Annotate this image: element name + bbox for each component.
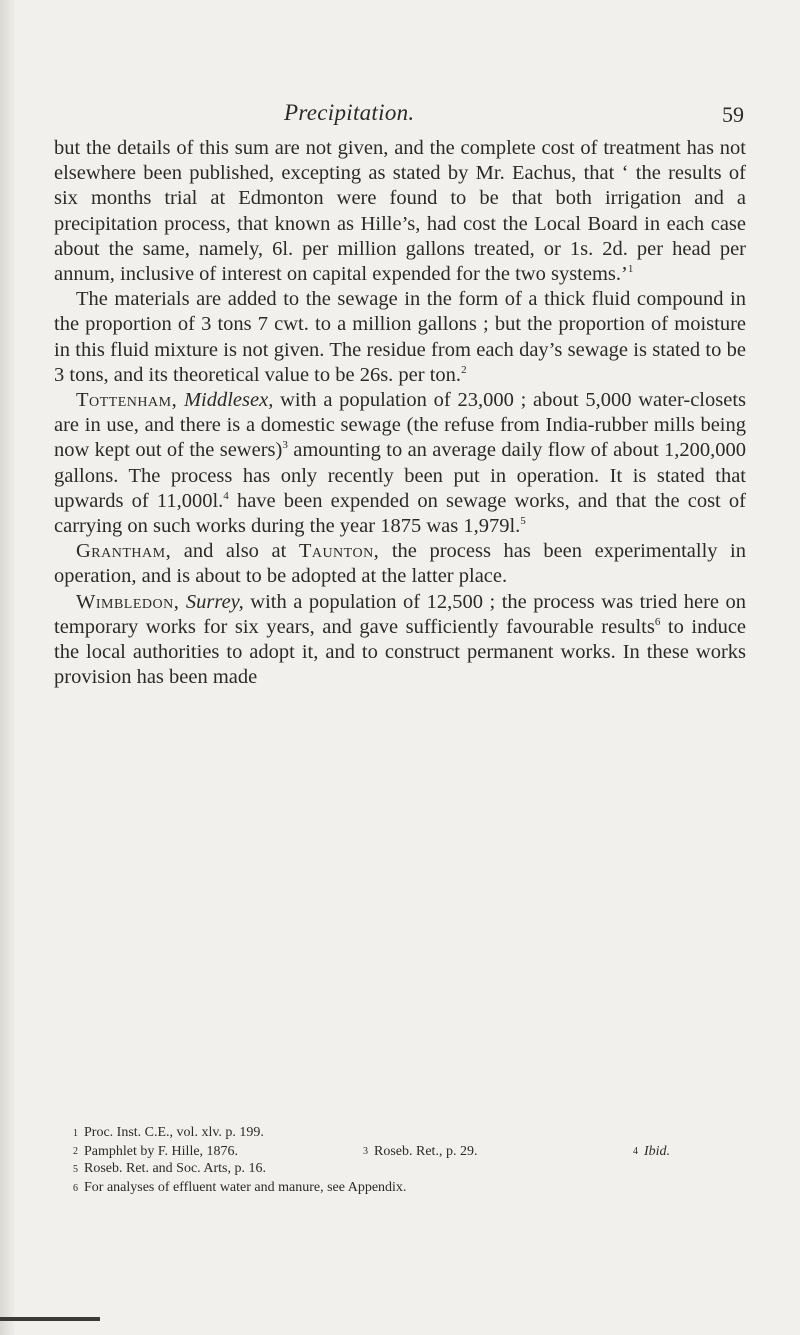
footnote-row bbox=[54, 1143, 746, 1161]
footnote-ref: 1 bbox=[627, 263, 634, 276]
footnote-mark: 3 bbox=[363, 1145, 368, 1157]
paragraph-text: and also at bbox=[183, 540, 287, 563]
footnote-text: Roseb. Ret., p. 29. bbox=[374, 1143, 478, 1159]
page-header bbox=[0, 100, 800, 140]
paragraph-text: with a population of 12,500 ; the process was tried here on temporary works for six years, and gave sufficiently favourable results bbox=[54, 590, 747, 638]
footnote-text: Proc. Inst. C.E., vol. xlv. p. 199. bbox=[84, 1125, 264, 1140]
footnote bbox=[54, 1160, 746, 1179]
paragraph-wimbledon bbox=[54, 590, 746, 691]
paragraph-text: the process has been experimentally in operation, and is about to be adopted at the latter place. bbox=[54, 540, 747, 588]
footnote-mark: 6 bbox=[73, 1182, 78, 1194]
place-name: Grantham, bbox=[76, 540, 172, 563]
footnote bbox=[614, 1143, 670, 1161]
paragraph-text: to induce the local authorities to adopt it, and to construct permanent works. In these works provision has been made bbox=[54, 615, 747, 689]
footnote-text: Roseb. Ret. and Soc. Arts, p. 16. bbox=[84, 1161, 266, 1176]
footnote-text: Ibid. bbox=[644, 1143, 671, 1159]
page-edge-shadow bbox=[0, 0, 14, 1335]
page-bottom-edge bbox=[0, 1317, 100, 1321]
county-name: Surrey, bbox=[185, 590, 244, 613]
paragraph-grantham bbox=[54, 539, 746, 589]
paragraph-materials bbox=[54, 287, 746, 388]
paragraph-text: but the details of this sum are not given, and the complete cost of treatment has not elsewhere been published, excepting as stated by Mr. Eachus, that ‘ the results of six months trial at Edmonton were found to be that both irrigation and a precipitation process, that known as Hille’s, had cost the Local Board in each case about the same, namely, 6l. per million gallons treated, or 1s. 2d. per head per annum, inclusive of interest on capital expended for the two systems.’ bbox=[54, 137, 746, 286]
paragraph-edmonton-cost bbox=[54, 136, 746, 287]
footnote-ref: 3 bbox=[282, 439, 288, 452]
footnote-mark: 4 bbox=[633, 1145, 638, 1157]
footnotes bbox=[54, 1124, 746, 1197]
place-name: Tottenham, bbox=[76, 389, 178, 412]
footnote-ref: 2 bbox=[461, 364, 467, 376]
footnote bbox=[54, 1143, 344, 1161]
footnote-mark: 1 bbox=[73, 1128, 78, 1139]
page-number: 59 bbox=[722, 102, 744, 127]
footnote-ref: 5 bbox=[520, 515, 526, 528]
place-name: Wimbledon, bbox=[76, 590, 180, 613]
footnote bbox=[344, 1143, 614, 1161]
footnote-ref: 6 bbox=[654, 616, 661, 629]
body-text bbox=[54, 136, 746, 690]
paragraph-tottenham bbox=[54, 388, 746, 539]
place-name: Taunton, bbox=[298, 540, 380, 563]
footnote bbox=[54, 1179, 746, 1198]
footnote-ref: 4 bbox=[223, 490, 229, 503]
running-title: Precipitation. bbox=[284, 100, 415, 125]
paragraph-text: have been expended on sewage works, and that the cost of carrying on such works during the year 1875 was 1,979l. bbox=[54, 489, 746, 538]
footnote bbox=[54, 1124, 746, 1143]
footnote-mark: 2 bbox=[73, 1145, 78, 1157]
paragraph-text: amounting to an average daily flow of about 1,200,000 gallons. The process has only recently been put in operation. It is stated that upwards of 11,000l. bbox=[54, 439, 747, 512]
footnote-text: Pamphlet by F. Hille, 1876. bbox=[84, 1143, 239, 1159]
footnote-mark: 5 bbox=[73, 1164, 78, 1175]
footnote-text: For analyses of effluent water and manure, see Appendix. bbox=[84, 1179, 407, 1195]
paragraph-text: with a population of 23,000 ; about 5,000 water-closets are in use, and there is a domestic sewage (the refuse from India-rubber mills being now kept out of the sewers) bbox=[54, 389, 746, 462]
county-name: Middlesex, bbox=[183, 389, 274, 412]
paragraph-text: The materials are added to the sewage in the form of a thick fluid compound in the proportion of 3 tons 7 cwt. to a million gallons ; but the proportion of moisture in this fluid mixture is not given. The residue from each day’s sewage is stated to be 3 tons, and its theoretical value to be 26s. per ton. bbox=[54, 288, 746, 386]
